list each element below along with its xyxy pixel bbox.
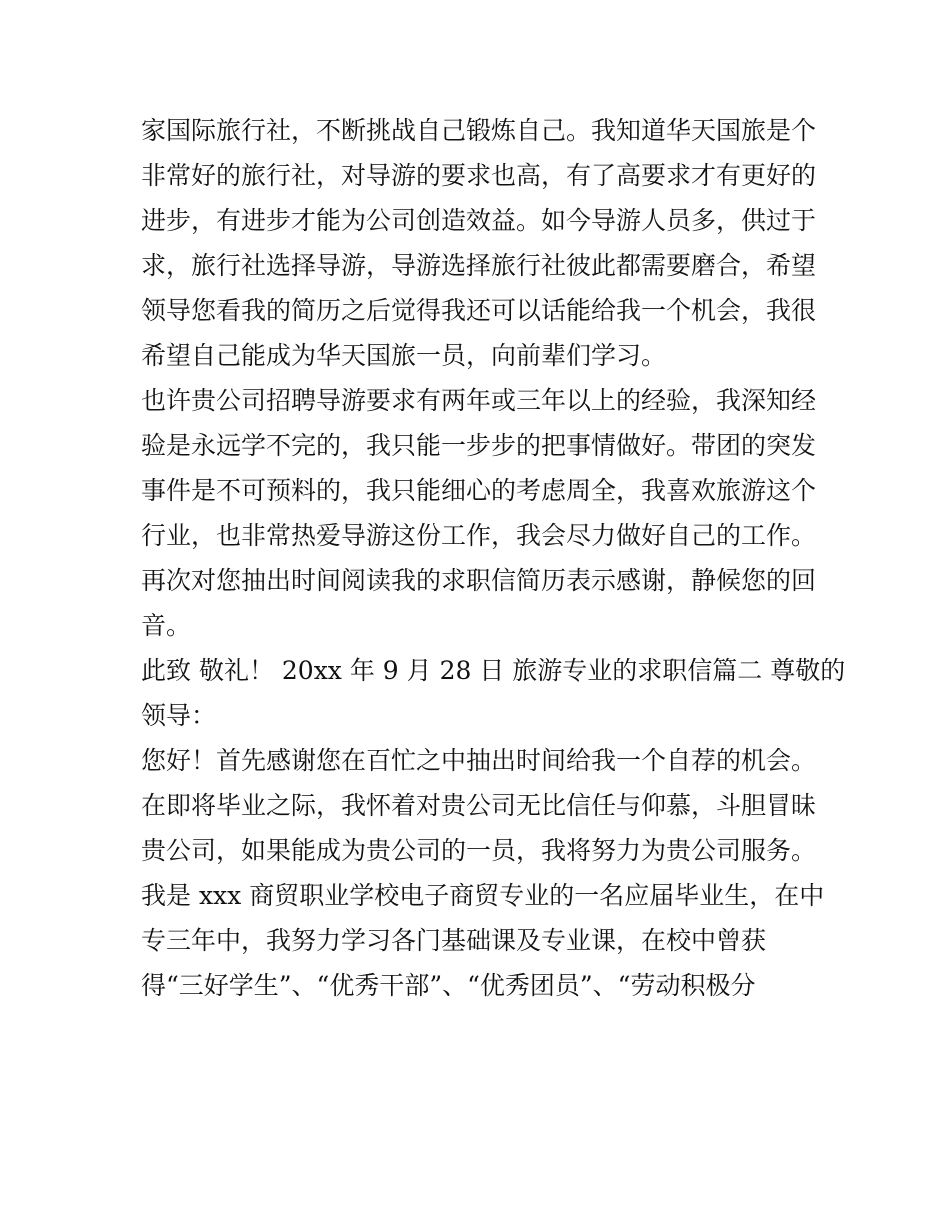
text-line: 领导： xyxy=(141,701,217,730)
text-line: 此致 敬礼！ 20xx 年 9 月 28 日 旅游专业的求职信篇二 尊敬的 xyxy=(141,656,846,685)
text-line: 家国际旅行社，不断挑战自己锻炼自己。我知道华天国旅是个 xyxy=(141,116,817,145)
text-line: 进步，有进步才能为公司创造效益。如今导游人员多，供过于 xyxy=(141,206,817,235)
text-line: 音。 xyxy=(141,611,192,640)
text-line: 专三年中，我努力学习各门基础课及专业课，在校中曾获 xyxy=(141,926,767,955)
text-line: 非常好的旅行社，对导游的要求也高，有了高要求才有更好的 xyxy=(141,161,817,190)
text-line: 在即将毕业之际，我怀着对贵公司无比信任与仰慕，斗胆冒昧 xyxy=(141,791,817,820)
text-line: 贵公司，如果能成为贵公司的一员，我将努力为贵公司服务。 xyxy=(141,836,817,865)
letter-body xyxy=(141,108,846,1008)
text-line: 求，旅行社选择导游，导游选择旅行社彼此都需要磨合，希望 xyxy=(141,251,817,280)
text-line: 验是永远学不完的，我只能一步步的把事情做好。带团的突发 xyxy=(141,431,817,460)
text-line: 也许贵公司招聘导游要求有两年或三年以上的经验，我深知经 xyxy=(141,386,817,415)
text-line: 我是 xxx 商贸职业学校电子商贸专业的一名应届毕业生，在中 xyxy=(141,881,825,910)
text-line: 再次对您抽出时间阅读我的求职信简历表示感谢，静候您的回 xyxy=(141,566,817,595)
text-line: 领导您看我的简历之后觉得我还可以话能给我一个机会，我很 xyxy=(141,296,817,325)
text-line: 您好！首先感谢您在百忙之中抽出时间给我一个自荐的机会。 xyxy=(141,746,817,775)
text-line: 得“三好学生”、“优秀干部”、“优秀团员”、“劳动积极分 xyxy=(141,971,756,1000)
text-line: 事件是不可预料的，我只能细心的考虑周全，我喜欢旅游这个 xyxy=(141,476,817,505)
text-line: 希望自己能成为华天国旅一员，向前辈们学习。 xyxy=(141,341,667,370)
text-line: 行业，也非常热爱导游这份工作，我会尽力做好自己的工作。 xyxy=(141,521,817,550)
